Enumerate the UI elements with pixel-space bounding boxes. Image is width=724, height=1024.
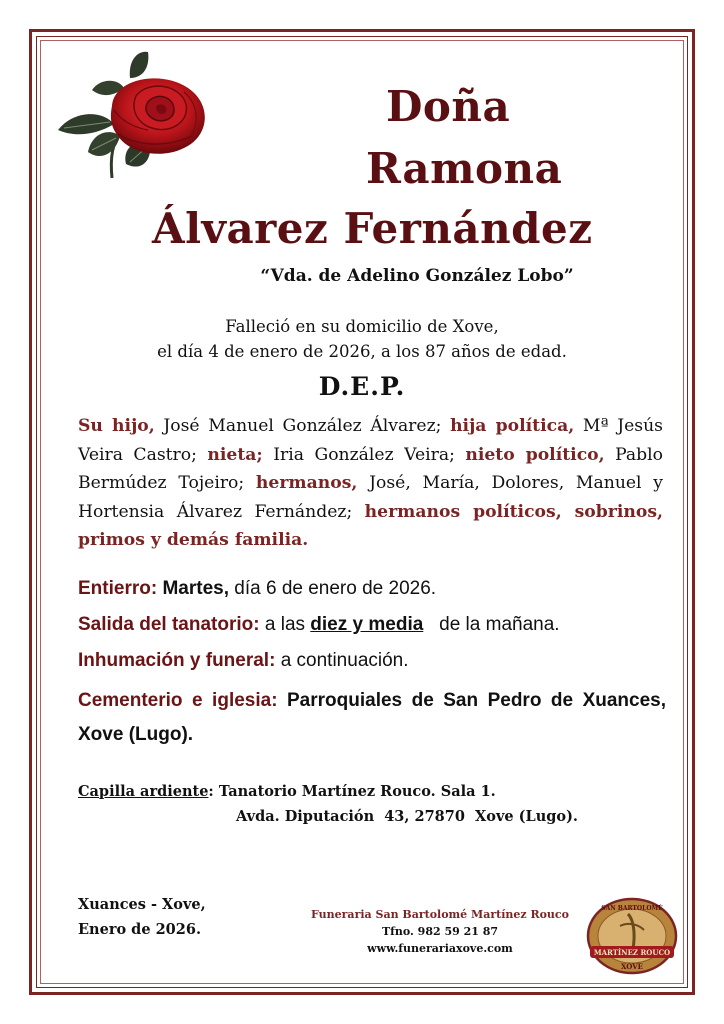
interment-label: Inhumación y funeral:	[78, 650, 276, 671]
departure-line	[78, 614, 668, 636]
place-date	[78, 892, 206, 942]
other-family-label: hermanos políticos, sobrinos, primos y demás familia.	[78, 501, 663, 550]
funeral-home-name: Funeraria San Bartolomé Martínez Rouco	[311, 908, 569, 921]
burial-date: día 6 de enero de 2026.	[229, 578, 437, 599]
granddaughter-name: Iria González Veira;	[262, 444, 466, 465]
burial-day: Martes,	[157, 578, 229, 599]
first-name: Ramona	[366, 144, 563, 193]
departure-time: diez y media	[310, 614, 424, 635]
logo-top-text: SAN BARTOLOMÉ	[601, 905, 663, 912]
funeral-home-web: www.funerariaxove.com	[367, 942, 513, 955]
siblings-names: José, María, Dolores, Manuel y Hortensia Álvarez Fernández;	[78, 473, 663, 522]
burial-line	[78, 578, 668, 600]
widow-of: “Vda. de Adelino González Lobo”	[260, 266, 574, 286]
funeral-home-logo-icon	[584, 896, 680, 976]
funeral-home-phone: Tfno. 982 59 21 87	[381, 925, 499, 938]
daughter-in-law-label: hija política,	[450, 416, 575, 436]
chapel-place: Tanatorio Martínez Rouco. Sala 1.	[213, 783, 496, 800]
cemetery-line	[78, 684, 666, 752]
title-dona: Doña	[386, 82, 511, 131]
siblings-label: hermanos,	[255, 473, 358, 493]
burial-label: Entierro:	[78, 578, 158, 599]
grandson-in-law-label: nieto político,	[465, 444, 605, 465]
granddaughter-label: nieta;	[207, 444, 263, 465]
son-label: Su hijo,	[78, 416, 155, 436]
grandson-in-law-name: Pablo Bermúdez Tojeiro;	[78, 444, 663, 493]
chapel-info	[78, 779, 578, 829]
departure-pre: a las	[259, 614, 311, 635]
death-line-1: Falleció en su domicilio de Xove,	[225, 317, 499, 336]
son-name: José Manuel González Álvarez;	[154, 416, 451, 436]
place-line-1: Xuances - Xove,	[78, 896, 206, 913]
logo-bottom-text: XOVE	[620, 962, 644, 971]
death-notice	[0, 314, 724, 364]
departure-post: de la mañana.	[423, 614, 560, 635]
logo-mid-text: MARTÍNEZ ROUCO	[593, 948, 671, 957]
chapel-colon: :	[208, 783, 214, 800]
surnames: Álvarez Fernández	[152, 204, 593, 253]
chapel-address: Avda. Diputación 43, 27870 Xove (Lugo).	[236, 808, 578, 825]
death-line-2: el día 4 de enero de 2026, a los 87 años de edad.	[157, 342, 567, 361]
cemetery-label: Cementerio e iglesia:	[78, 690, 278, 711]
daughter-in-law-name: Mª Jesús Veira Castro;	[78, 416, 663, 465]
dep-heading: D.E.P.	[318, 372, 406, 401]
place-line-2: Enero de 2026.	[78, 921, 201, 938]
chapel-label: Capilla ardiente	[78, 783, 209, 800]
cemetery-text: Parroquiales de San Pedro de Xuances, Xove (Lugo).	[78, 690, 666, 745]
interment-text: a continuación.	[275, 650, 409, 671]
interment-line	[78, 650, 668, 672]
funeral-home-info	[290, 906, 590, 957]
rose-icon	[52, 48, 220, 190]
family-paragraph	[78, 412, 663, 555]
departure-label: Salida del tanatorio:	[78, 614, 260, 635]
